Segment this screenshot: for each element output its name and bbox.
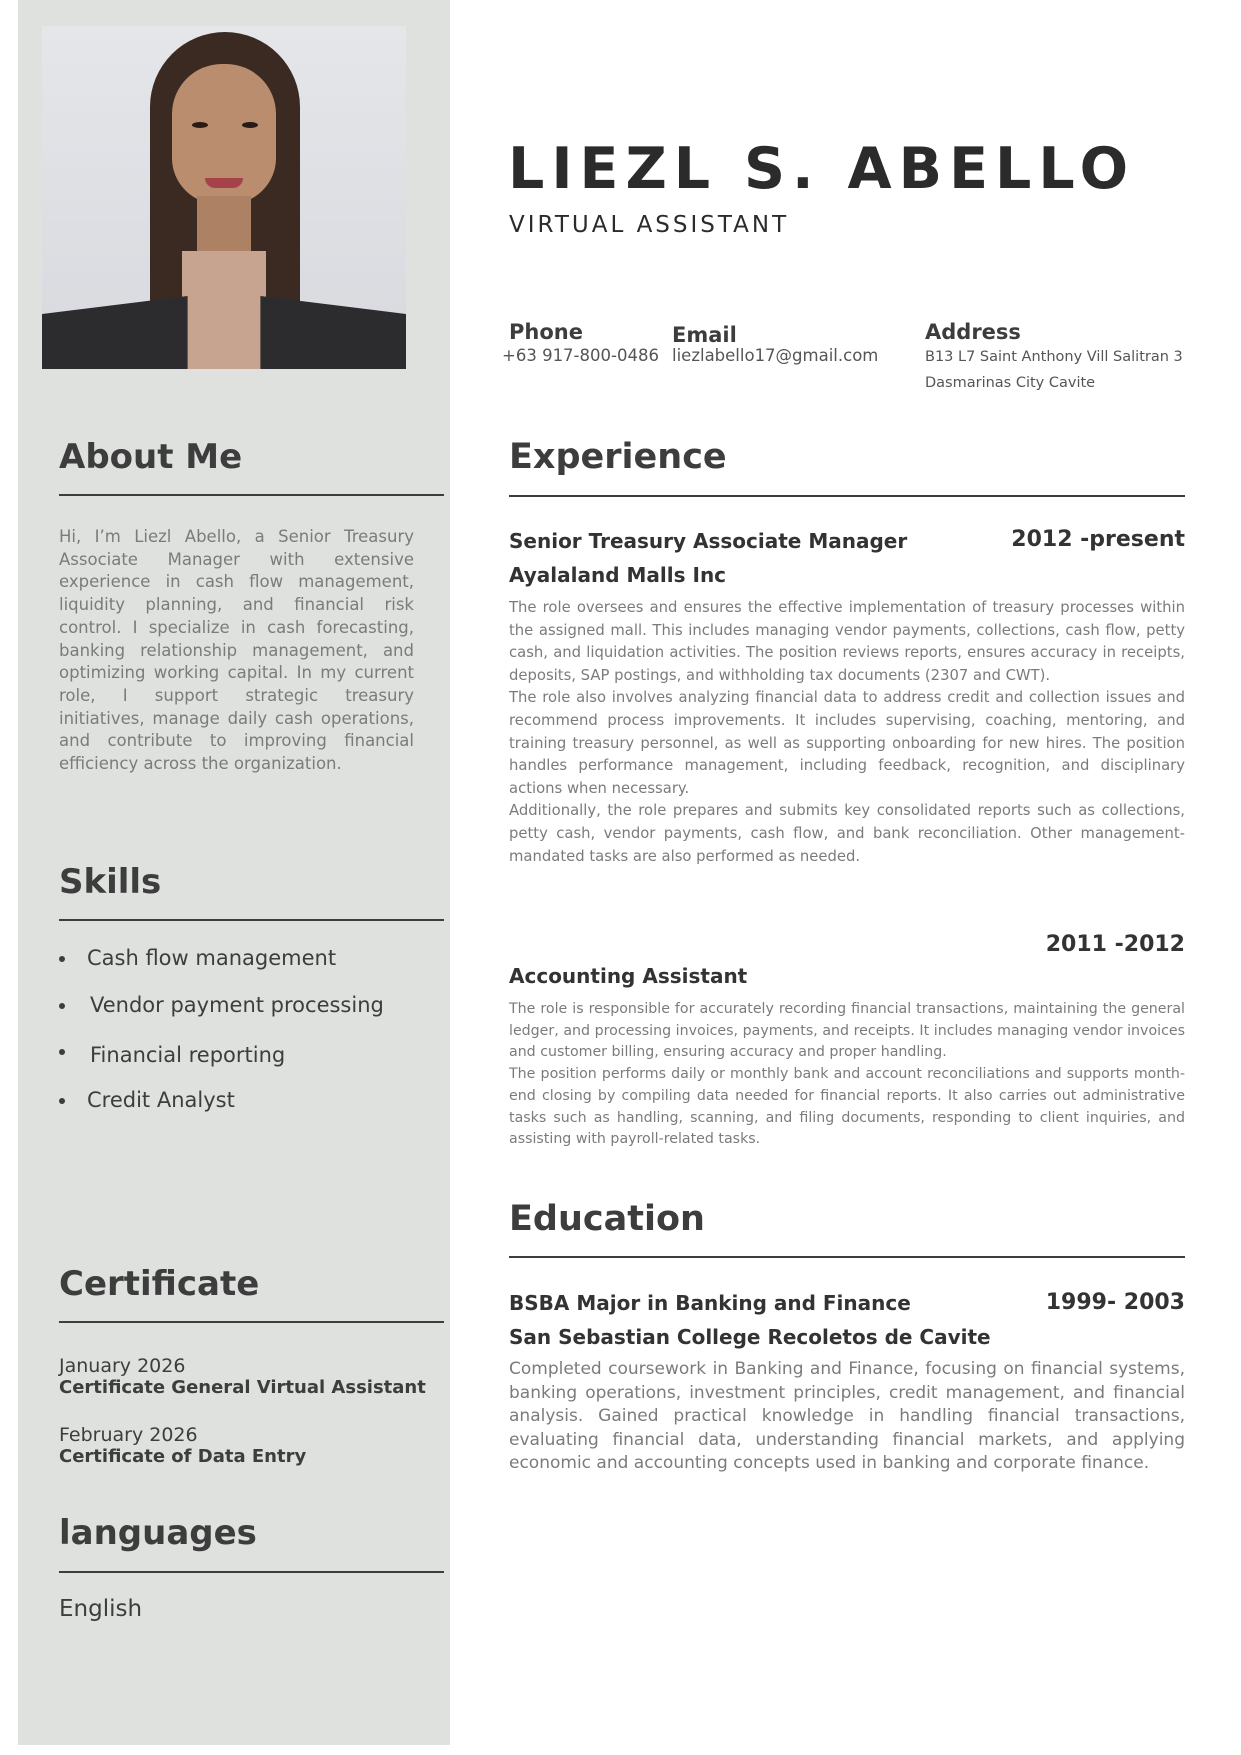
language-item: English	[59, 1596, 143, 1622]
education-divider	[509, 1256, 1185, 1258]
languages-divider	[59, 1571, 444, 1573]
skills-heading: Skills	[59, 862, 162, 902]
address-value: B13 L7 Saint Anthony Vill Salitran 3 Dasmarinas City Cavite	[925, 349, 1183, 391]
about-text: Hi, I’m Liezl Abello, a Senior Treasury Associate Manager with extensive experience in cash flow management, liquidity planning, and financial risk control. I specialize in cash forecasting, banking relationship management, and optimizing working capital. In my current role, I support strategic treasury initiatives, manage daily cash operations, and contribute to improving financial efficiency across the organization.	[59, 527, 414, 774]
experience-divider	[509, 495, 1185, 497]
job-description: The role is responsible for accurately recording financial transactions, maintaining the general ledger, and processing invoices, payments, and receipts. It includes managing vendor invoices and customer billing, ensuring accuracy and proper handling. The position performs daily or monthly bank and account reconciliations and supports month-end closing by compiling data needed for financial reports. It also carries out administrative tasks such as handling, scanning, and filing documents, responding to client inquiries, and assisting with payroll-related tasks.	[509, 1001, 1185, 1148]
certificate-divider	[59, 1321, 444, 1323]
education-description: Completed coursework in Banking and Finance, focusing on financial systems, banking operations, investment principles, credit management, and financial analysis. Gained practical knowledge in handling financial transactions, evaluating financial data, understanding financial markets, and applying economic and accounting concepts used in banking and corporate finance.	[509, 1359, 1185, 1473]
education-heading: Education	[509, 1199, 705, 1239]
job-title: Senior Treasury Associate Manager	[509, 529, 908, 553]
address-label: Address	[925, 320, 1021, 344]
degree-title: BSBA Major in Banking and Finance	[509, 1291, 911, 1315]
person-name: LIEZL S. ABELLO	[508, 136, 1136, 202]
skills-divider	[59, 919, 444, 921]
experience-heading: Experience	[509, 437, 727, 477]
profile-photo	[42, 26, 406, 369]
bullet-icon	[59, 956, 65, 962]
about-heading: About Me	[59, 437, 243, 477]
job-description: The role oversees and ensures the effective implementation of treasury processes within the assigned mall. This includes managing vendor payments, collections, cash flow, petty cash, and liquidation activities. The position reviews reports, ensures accuracy in receipts, deposits, SAP postings, and withholding tax documents (2307 and CWT). The role also involves analyzing financial data to address credit and collection issues and recommend process improvements. It includes supervising, coaching, mentoring, and training treasury personnel, as well as supporting onboarding for new hires. The position handles performance management, including feedback, recognition, and disciplinary actions when necessary. Additionally, the role prepares and submits key consolidated reports such as collections, petty cash, vendor payments, cash flow, and bank reconciliation. Other management-mandated tasks are also performed as needed.	[509, 599, 1185, 865]
job-title: Accounting Assistant	[509, 964, 748, 988]
bullet-icon	[59, 1098, 65, 1104]
certificate-date: January 2026	[59, 1355, 186, 1377]
certificate-name: Certificate of Data Entry	[59, 1446, 307, 1467]
certificate-date: February 2026	[59, 1424, 198, 1446]
education-years: 1999- 2003	[1045, 1290, 1185, 1315]
phone-value: +63 917-800-0486	[502, 346, 659, 365]
job-years: 2012 -present	[1011, 527, 1185, 552]
phone-label: Phone	[509, 320, 583, 344]
bullet-icon	[59, 1003, 65, 1009]
bullet-icon	[59, 1049, 65, 1055]
school-name: San Sebastian College Recoletos de Cavite	[509, 1325, 991, 1349]
company-name: Ayalaland Malls Inc	[509, 563, 727, 587]
certificate-name: Certificate General Virtual Assistant	[59, 1377, 426, 1398]
job-role: VIRTUAL ASSISTANT	[509, 212, 790, 238]
languages-heading: languages	[59, 1513, 257, 1553]
certificate-heading: Certificate	[59, 1264, 260, 1304]
email-value: liezlabello17@gmail.com	[672, 346, 879, 365]
email-label: Email	[672, 323, 737, 347]
about-divider	[59, 494, 444, 496]
job-years: 2011 -2012	[1045, 932, 1185, 957]
